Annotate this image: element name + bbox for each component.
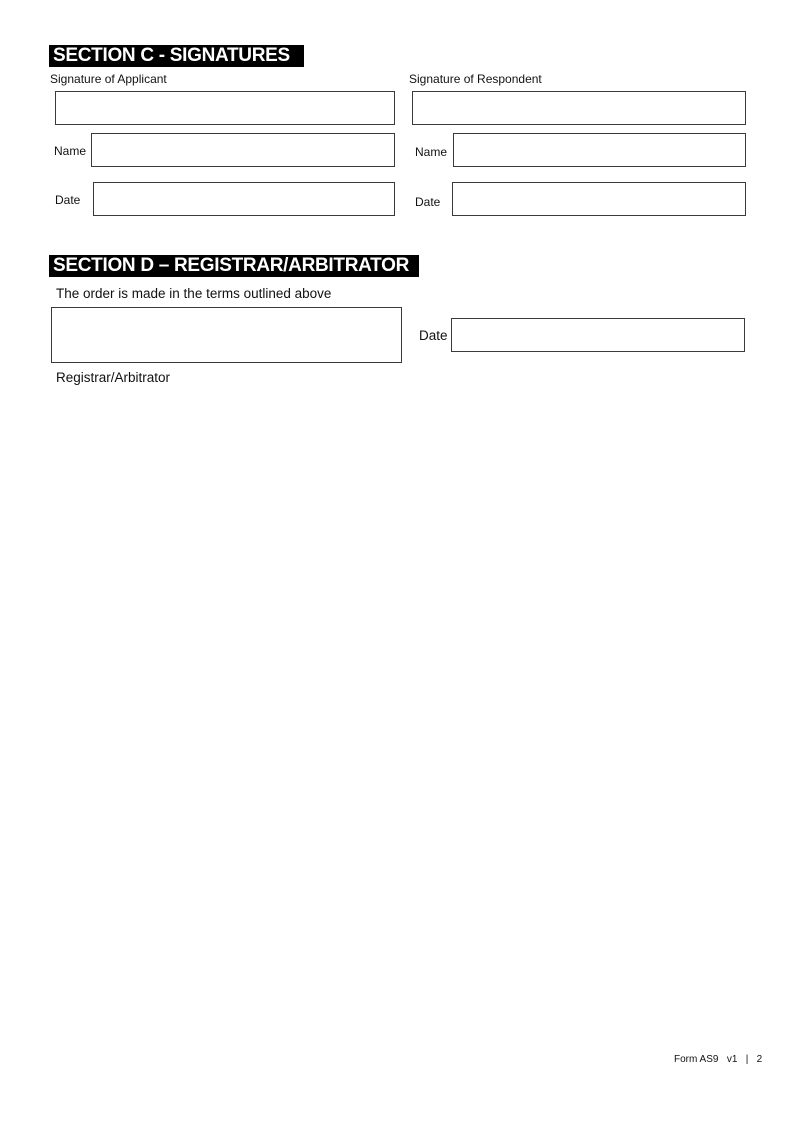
applicant-date-label: Date xyxy=(55,193,81,207)
respondent-signature-field[interactable] xyxy=(412,91,746,125)
registrar-date-field[interactable] xyxy=(451,318,745,352)
applicant-signature-field[interactable] xyxy=(55,91,395,125)
respondent-name-field[interactable] xyxy=(453,133,746,167)
page-footer xyxy=(674,1054,762,1066)
respondent-signature-label: Signature of Respondent xyxy=(409,72,542,86)
form-id: Form AS9 xyxy=(674,1054,719,1065)
applicant-signature-label: Signature of Applicant xyxy=(50,72,167,86)
respondent-date-label: Date xyxy=(415,195,441,209)
form-version: v1 xyxy=(726,1054,738,1065)
applicant-name-field[interactable] xyxy=(91,133,395,167)
section-c-title: SECTION C - SIGNATURES xyxy=(49,45,304,67)
order-statement: The order is made in the terms outlined above xyxy=(56,286,332,301)
section-d-title: SECTION D – REGISTRAR/ARBITRATOR xyxy=(49,255,419,277)
registrar-signature-field[interactable] xyxy=(51,307,402,363)
registrar-signature-caption: Registrar/Arbitrator xyxy=(56,370,171,385)
page-number: 2 xyxy=(756,1054,763,1065)
footer-separator: | xyxy=(745,1054,749,1065)
applicant-name-label: Name xyxy=(54,144,87,158)
registrar-date-label: Date xyxy=(419,328,448,343)
respondent-date-field[interactable] xyxy=(452,182,746,216)
applicant-date-field[interactable] xyxy=(93,182,395,216)
respondent-name-label: Name xyxy=(415,145,448,159)
